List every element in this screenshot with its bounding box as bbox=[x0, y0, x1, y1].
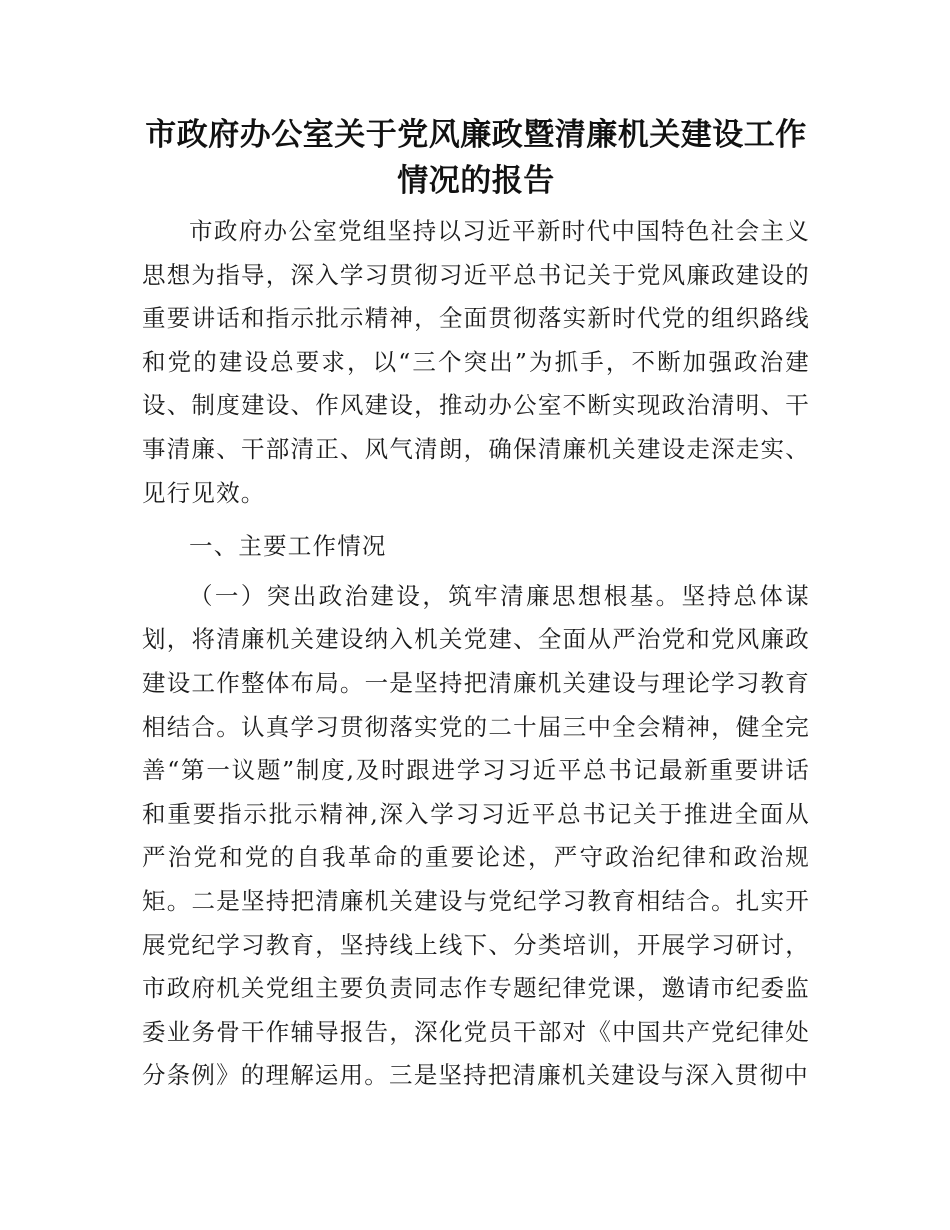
document-title: 市政府办公室关于党风廉政暨清廉机关建设工作情况的报告 bbox=[145, 117, 807, 199]
section-heading-main-work: 一、主要工作情况 bbox=[189, 532, 387, 561]
document-body bbox=[142, 112, 810, 1098]
intro-paragraph: 市政府办公室党组坚持以习近平新时代中国特色社会主义思想为指导，深入学习贯彻习近平总书记关于党风廉政建设的重要讲话和指示批示精神，全面贯彻落实新时代党的组织路线和党的建设总要求，以“三个突出”为抓手，不断加强政治建设、制度建设、作风建设，推动办公室不断实现政治清明、干事清廉、干部清正、风气清朗，确保清廉机关建设走深走实、见行见效。 bbox=[142, 217, 810, 507]
section-paragraph-political-building: （一）突出政治建设，筑牢清廉思想根基。坚持总体谋划，将清廉机关建设纳入机关党建、全面从严治党和党风廉政建设工作整体布局。一是坚持把清廉机关建设与理论学习教育相结合。认真学习贯彻落实党的二十届三中全会精神，健全完善“第一议题”制度,及时跟进学习习近平总书记最新重要讲话和重要指示批示精神,深入学习习近平总书记关于推进全面从严治党和党的自我革命的重要论述，严守政治纪律和政治规矩。二是坚持把清廉机关建设与党纪学习教育相结合。扎实开展党纪学习教育，坚持线上线下、分类培训，开展学习研讨，市政府机关党组主要负责同志作专题纪律党课，邀请市纪委监委业务骨干作辅导报告，深化党员干部对《中国共产党纪律处分条例》的理解运用。三是坚持把清廉机关建设与深入贯彻中 bbox=[142, 581, 810, 1090]
